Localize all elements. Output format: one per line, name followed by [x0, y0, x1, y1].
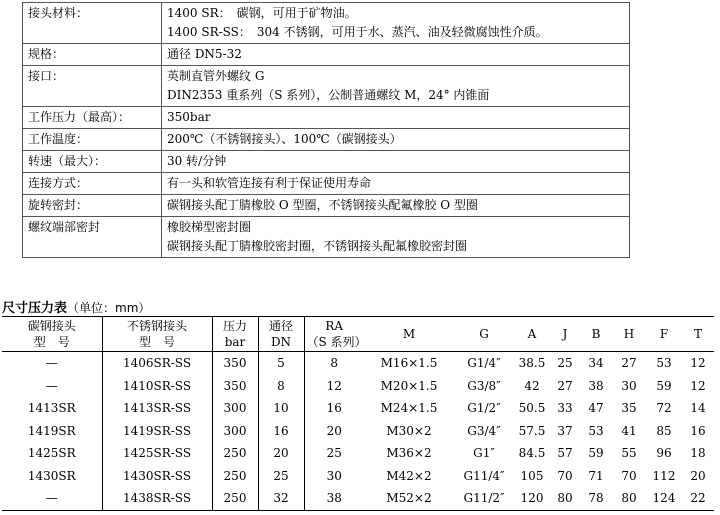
table-cell: 1419SR-SS [102, 420, 212, 443]
spec-value-line: DIN2353 重系列（S 系列），公制普通螺纹 M，24° 内锥面 [167, 88, 490, 102]
column-header [514, 317, 550, 352]
column-header-line: bar [224, 335, 246, 349]
column-header-line: RA [325, 319, 344, 333]
table-cell: G11/2″ [454, 487, 514, 510]
table-cell: 30 [621, 378, 637, 393]
table-cell: M36×2 [386, 446, 432, 460]
spec-value [162, 195, 630, 217]
table-cell: 1406SR-SS [102, 352, 212, 375]
spec-value-line: 碳钢接头配丁腈橡胶 O 型圈，不锈钢接头配氟橡胶 O 型圈 [167, 198, 478, 212]
table-cell: 10 [258, 397, 304, 420]
table-cell: 16 [258, 420, 304, 443]
table-cell: M30×2 [386, 423, 432, 438]
table-cell: 1410SR-SS [102, 375, 212, 398]
table-cell: 55 [621, 446, 637, 460]
spec-value [162, 129, 630, 151]
table-cell: 25 [326, 446, 342, 460]
spec-label: 旋转密封： [23, 195, 162, 217]
table-cell: 12 [690, 356, 706, 370]
spec-value-line: 英制直管外螺纹 G [167, 69, 265, 83]
table-cell: — [2, 487, 102, 510]
table-cell: 300 [212, 420, 258, 443]
table-cell: 1438SR-SS [102, 487, 212, 510]
column-header-line: 不锈钢接头 [126, 319, 187, 333]
table-cell: G1/4″ [467, 356, 501, 370]
spec-row [23, 173, 630, 195]
column-header-line: A [527, 327, 537, 341]
column-header [580, 317, 612, 352]
spec-label: 转速（最大）： [23, 151, 162, 173]
table-cell: 5 [258, 352, 304, 375]
table-cell: 300 [212, 397, 258, 420]
column-header-line: 碳钢接头 [27, 319, 76, 333]
column-header-line: 压力 [222, 319, 247, 333]
column-header [454, 317, 514, 352]
spec-value [162, 217, 630, 258]
table-cell: 59 [656, 378, 672, 393]
spec-row [23, 217, 630, 258]
table-cell: 27 [621, 356, 637, 370]
spec-label: 工作压力（最高）： [23, 107, 162, 129]
table-cell: 124 [646, 487, 682, 510]
table-cell: 14 [690, 401, 706, 415]
table-cell: 72 [656, 401, 672, 415]
table-cell: 80 [612, 487, 646, 510]
table-cell: 80 [550, 487, 580, 510]
spec-row [23, 44, 630, 66]
pressure-unit: （单位：mm） [67, 301, 151, 315]
spec-table [22, 2, 630, 258]
table-cell: G3/4″ [467, 423, 501, 438]
column-header [682, 317, 714, 352]
table-cell: 1425SR-SS [102, 442, 212, 465]
column-header-line: M [402, 327, 416, 341]
table-cell: 70 [621, 468, 637, 483]
spec-value [162, 107, 630, 129]
column-header [212, 317, 258, 352]
table-cell: 33 [557, 401, 573, 415]
table-cell: 16 [690, 423, 706, 438]
column-header-line: 型 号 [138, 335, 175, 349]
table-cell: 1430SR-SS [102, 465, 212, 488]
table-cell: — [2, 375, 102, 398]
table-cell: 57 [557, 446, 573, 460]
spec-value-line: 1400 SR： 碳钢，可用于矿物油。 [167, 6, 357, 20]
column-header-line: DN [270, 335, 292, 349]
table-cell: 20 [690, 468, 706, 483]
column-header-line: J [562, 327, 568, 341]
spec-label: 连接方式： [23, 173, 162, 195]
table-cell: 22 [682, 487, 714, 510]
spec-value-line: 1400 SR-SS： 304 不锈钢，可用于水、蒸汽、油及轻微腐蚀性介质。 [167, 25, 548, 39]
table-cell: M16×1.5 [380, 356, 438, 370]
table-row [2, 397, 714, 420]
table-row [2, 352, 714, 375]
table-cell: 350 [212, 375, 258, 398]
table-cell: 1430SR [2, 465, 102, 488]
table-cell: — [2, 352, 102, 375]
table-row [2, 375, 714, 398]
table-row [2, 465, 714, 488]
column-header [258, 317, 304, 352]
table-row [2, 442, 714, 465]
table-cell: 25 [557, 356, 573, 370]
spec-row [23, 129, 630, 151]
table-cell: 112 [652, 468, 676, 483]
table-cell: M20×1.5 [380, 378, 438, 393]
spec-value-line: 通径 DN5-32 [167, 47, 242, 61]
spec-value [162, 44, 630, 66]
table-cell: M52×2 [364, 487, 454, 510]
table-cell: 50.5 [518, 401, 546, 415]
table-cell: 34 [588, 356, 604, 370]
table-cell: 71 [588, 468, 604, 483]
table-cell: 18 [690, 446, 706, 460]
pressure-title: 尺寸压力表 [2, 301, 68, 316]
spec-value [162, 66, 630, 107]
spec-label: 螺纹端部密封 [23, 217, 162, 258]
table-cell: 70 [557, 468, 573, 483]
spec-value-line: 橡胶梯型密封圈 [167, 220, 252, 234]
column-header-line: 通径 [268, 319, 293, 333]
table-cell: 8 [330, 356, 339, 370]
table-cell: 96 [656, 446, 672, 460]
table-cell: 250 [212, 465, 258, 488]
table-cell: 59 [588, 446, 604, 460]
table-cell: 120 [514, 487, 550, 510]
spec-label: 接口： [23, 66, 162, 107]
table-cell: 1413SR-SS [102, 397, 212, 420]
table-cell: 35 [621, 401, 637, 415]
column-header-line: B [591, 327, 601, 341]
table-cell: 25 [258, 465, 304, 488]
column-header-line: （S 系列） [306, 335, 367, 349]
table-cell: 250 [212, 442, 258, 465]
spec-label: 工作温度： [23, 129, 162, 151]
table-cell: 20 [258, 442, 304, 465]
column-header [612, 317, 646, 352]
pressure-table [2, 316, 714, 511]
spec-value [162, 3, 630, 44]
column-header-line: G [479, 327, 489, 341]
column-header [364, 317, 454, 352]
table-cell: 1419SR [2, 420, 102, 443]
column-header [550, 317, 580, 352]
table-cell: G3/8″ [467, 378, 501, 393]
table-cell: 20 [326, 423, 342, 438]
table-cell: 12 [690, 378, 706, 393]
column-header-line: T [693, 327, 702, 341]
table-cell: 53 [656, 356, 672, 370]
table-cell: 350 [212, 352, 258, 375]
column-header [2, 317, 102, 352]
column-header-line: H [623, 327, 635, 341]
spec-value-line: 碳钢接头配丁腈橡胶密封圈，不锈钢接头配氟橡胶密封圈 [167, 239, 468, 253]
column-header [102, 317, 212, 352]
table-cell: 12 [326, 378, 342, 393]
table-cell: 1425SR [2, 442, 102, 465]
spec-value [162, 151, 630, 173]
pressure-table-title [2, 297, 150, 316]
column-header [646, 317, 682, 352]
table-cell: 105 [520, 468, 544, 483]
spec-value-line: 350bar [167, 110, 211, 124]
table-cell: 84.5 [518, 446, 546, 460]
table-cell: 37 [557, 423, 573, 438]
table-row [2, 420, 714, 443]
table-cell: M42×2 [386, 468, 432, 483]
spec-row [23, 151, 630, 173]
table-cell: 38 [304, 487, 364, 510]
spec-value-line: 30 转/分钟 [167, 154, 227, 168]
table-cell: 30 [326, 468, 342, 483]
table-cell: 38.5 [518, 356, 546, 370]
spec-label: 接头材料： [23, 3, 162, 44]
table-cell: 250 [212, 487, 258, 510]
table-cell: 57.5 [518, 423, 546, 438]
column-header-line: 型 号 [33, 335, 70, 349]
table-cell: 78 [580, 487, 612, 510]
table-cell: 42 [524, 378, 540, 393]
table-cell: 8 [258, 375, 304, 398]
column-header [304, 317, 367, 352]
spec-row [23, 107, 630, 129]
table-cell: 41 [621, 423, 637, 438]
table-cell: G11/4″ [463, 468, 505, 483]
table-cell: 38 [588, 378, 604, 393]
table-row [2, 487, 714, 510]
table-cell: M24×1.5 [380, 401, 438, 415]
spec-row [23, 66, 630, 107]
table-cell: 1413SR [2, 397, 102, 420]
spec-row [23, 195, 630, 217]
table-cell: 27 [557, 378, 573, 393]
table-cell: 85 [656, 423, 672, 438]
spec-value-line: 200℃（不锈钢接头）、100℃（碳钢接头） [167, 132, 402, 146]
table-cell: 16 [326, 401, 342, 415]
table-cell: 47 [588, 401, 604, 415]
table-cell: G1″ [473, 446, 495, 460]
spec-value-line: 有一头和软管连接有利于保证使用寿命 [167, 176, 372, 190]
table-cell: G1/2″ [467, 401, 501, 415]
spec-label: 规格： [23, 44, 162, 66]
table-cell: 53 [588, 423, 604, 438]
table-cell: 32 [258, 487, 304, 510]
spec-value [162, 173, 630, 195]
column-header-line: F [659, 327, 669, 341]
spec-row [23, 3, 630, 44]
